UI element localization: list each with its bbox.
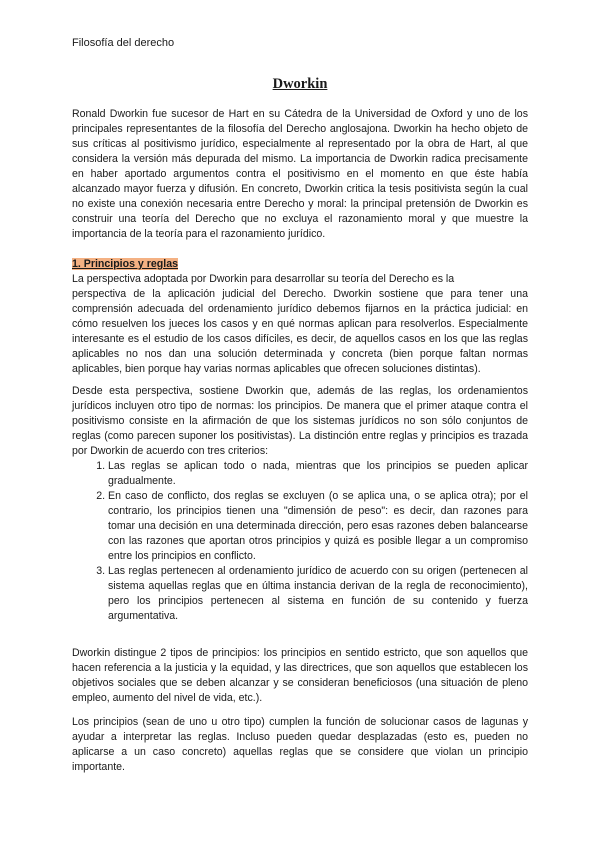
section-paragraph-4: Los principios (sean de uno u otro tipo) cumplen la función de solucionar casos de lagunas y ayudar a interpretar las reglas. Incluso pueden quedar desplazadas (esto es, pueden no aplicarse a un caso concreto) aquellas reglas que se considere que violan un principio importante. bbox=[72, 716, 528, 773]
document-title: Dworkin bbox=[272, 76, 328, 92]
page-header: Filosofía del derecho bbox=[72, 37, 175, 49]
criteria-list bbox=[72, 459, 528, 624]
criteria-item-1: 1. Las reglas se aplican todo o nada, mientras que los principios se pueden aplicar gradualmente. bbox=[108, 459, 528, 489]
criteria-item-2: 2. En caso de conflicto, dos reglas se excluyen (o se aplica una, o se aplica otra); por el contrario, los principios tienen una "dimensión de peso": es decir, dan razones para tomar una decisión en una determinada dirección, pero esas razones deben balancearse con las razones que aportan otros principios y quizá es posible llegar a un compromiso entre los principios en conflicto. bbox=[108, 489, 528, 564]
section-paragraph-3: Dworkin distingue 2 tipos de principios: los principios en sentido estricto, que son aquellos que hacen referencia a la justicia y la equidad, y las directrices, que son aquellos que establecen los objetivos sociales que se deben alcanzar y se consideran beneficiosos (una situación de pleno empleo, aumento del nivel de vida, etc.). bbox=[72, 647, 528, 704]
section-heading-text: 1. Principios y reglas bbox=[72, 258, 178, 270]
section-first-line: La perspectiva adoptada por Dworkin para desarrollar su teoría del Derecho es la bbox=[72, 273, 455, 285]
intro-paragraph: Ronald Dworkin fue sucesor de Hart en su Cátedra de la Universidad de Oxford y uno de los principales representantes de la filosofía del Derecho anglosajona. Dworkin ha hecho objeto de sus críticas al positivismo jurídico, especialmente al representado por la obra de Hart, al que considera la versión más depurada del mismo. La importancia de Dworkin radica precisamente en haber aportado argumentos contra el positivismo en el momento en que éste había alcanzado mayor fuerza y difusión. En concreto, Dworkin critica la tesis positivista según la cual no existe una conexión necesaria entre Derecho y moral: la principal pretensión de Dworkin es construir una teoría del Derecho que no excluya el razonamiento moral y que muestre la importancia de la teoría para el razonamiento jurídico. bbox=[72, 108, 528, 240]
section-paragraph-2: Desde esta perspectiva, sostiene Dworkin que, además de las reglas, los ordenamientos jurídicos incluyen otro tipo de normas: los principios. De manera que el primer ataque contra el positivismo consiste en la afirmación de que los sistemas jurídicos no son sólo conjuntos de reglas (como parecen suponer los positivistas). La distinción entre reglas y principios es trazada por Dworkin de acuerdo con tres criterios: bbox=[72, 385, 528, 457]
section-paragraph-1: perspectiva de la aplicación judicial del Derecho. Dworkin sostiene que para tener una comprensión adecuada del ordenamiento jurídico debemos fijarnos en la práctica judicial: en cómo resuelven los jueces los casos y en qué normas aplican para resolverlos. Especialmente interesante es el estudio de los casos difíciles, es decir, de aquellos casos en los que las reglas aplicables no nos dan una solución determinada y concreta (bien porque faltan normas aplicables, bien porque hay varias normas aplicables que ofrecen soluciones distintas). bbox=[72, 288, 528, 375]
section-heading bbox=[72, 257, 528, 272]
document-body bbox=[72, 107, 528, 775]
criteria-item-3: 3. Las reglas pertenecen al ordenamiento jurídico de acuerdo con su origen (pertenecen al sistema aquellas reglas que en última instancia derivan de la regla de reconocimiento), pero los principios pertenecen al sistema en función de su contenido y fuerza argumentativa. bbox=[108, 564, 528, 624]
